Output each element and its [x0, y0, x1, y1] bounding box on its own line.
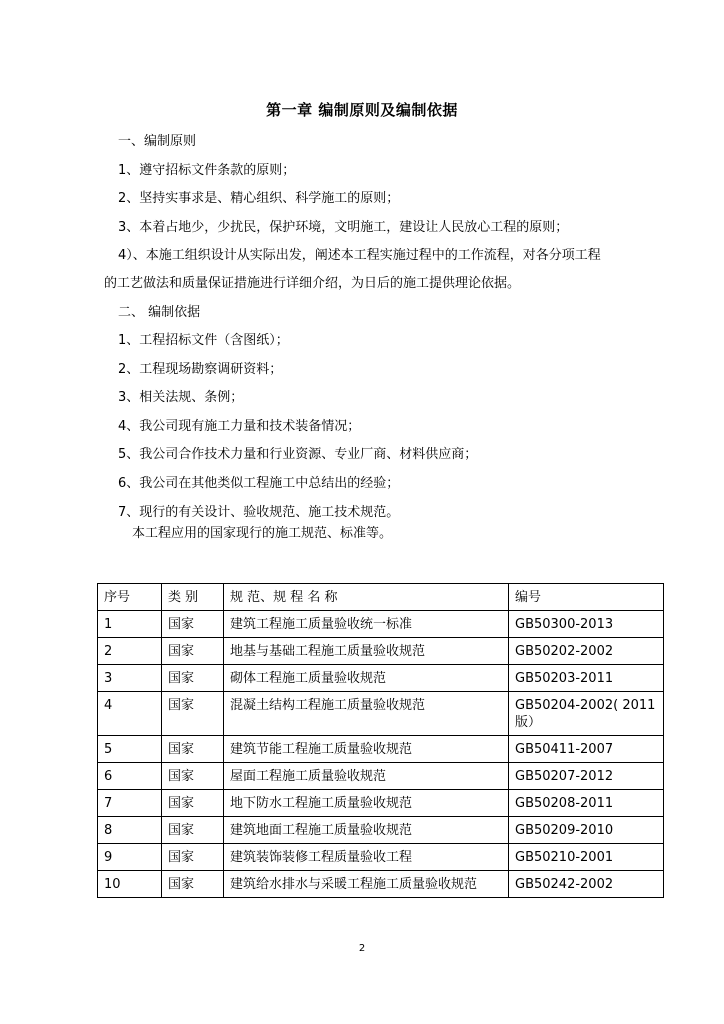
principle-item: 1、遵守招标文件条款的原则； — [118, 163, 296, 178]
cell-standard-name: 建筑装饰装修工程质量验收工程 — [224, 844, 509, 871]
table-row — [98, 844, 664, 871]
table-row — [98, 665, 664, 692]
cell-index: 5 — [98, 736, 162, 763]
cell-standard-name: 建筑给水排水与采暖工程施工质量验收规范 — [224, 871, 509, 898]
table-row — [98, 790, 664, 817]
cell-category: 国家 — [162, 638, 224, 665]
cell-category: 国家 — [162, 611, 224, 638]
basis-item: 2、工程现场勘察调研资料； — [118, 362, 283, 377]
table-row — [98, 611, 664, 638]
cell-standard-name: 建筑工程施工质量验收统一标准 — [224, 611, 509, 638]
standards-note: 本工程应用的国家现行的施工规范、标准等。 — [132, 526, 393, 541]
basis-item: 4、我公司现有施工力量和技术装备情况； — [118, 419, 361, 434]
cell-category: 国家 — [162, 871, 224, 898]
cell-index: 10 — [98, 871, 162, 898]
principle-item: 4）、本施工组织设计从实际出发，阐述本工程实施过程中的工作流程，对各分项工程 — [118, 248, 601, 263]
cell-standard-name: 地基与基础工程施工质量验收规范 — [224, 638, 509, 665]
section-heading-basis: 二、 编制依据 — [118, 305, 201, 320]
cell-category: 国家 — [162, 665, 224, 692]
table-row — [98, 736, 664, 763]
principle-item-continued: 的工艺做法和质量保证措施进行详细介绍，为日后的施工提供理论依据。 — [104, 276, 521, 291]
cell-index: 9 — [98, 844, 162, 871]
cell-category: 国家 — [162, 736, 224, 763]
cell-standard-name: 地下防水工程施工质量验收规范 — [224, 790, 509, 817]
cell-code: GB50210-2001 — [509, 844, 664, 871]
cell-code: GB50209-2010 — [509, 817, 664, 844]
cell-code: GB50202-2002 — [509, 638, 664, 665]
header-code: 编号 — [509, 584, 664, 611]
basis-item: 1、工程招标文件（含图纸）； — [118, 333, 289, 348]
cell-standard-name: 屋面工程施工质量验收规范 — [224, 763, 509, 790]
header-category: 类 别 — [162, 584, 224, 611]
table-row — [98, 817, 664, 844]
principle-item: 2、坚持实事求是、精心组织、科学施工的原则； — [118, 191, 400, 206]
cell-index: 2 — [98, 638, 162, 665]
basis-item: 3、相关法规、条例； — [118, 390, 244, 405]
header-index: 序号 — [98, 584, 162, 611]
basis-item: 5、我公司合作技术力量和行业资源、专业厂商、材料供应商； — [118, 447, 478, 462]
basis-item: 6、我公司在其他类似工程施工中总结出的经验； — [118, 476, 400, 491]
cell-category: 国家 — [162, 763, 224, 790]
basis-item: 7、现行的有关设计、验收规范、施工技术规范。 — [118, 505, 400, 520]
cell-standard-name: 混凝土结构工程施工质量验收规范 — [224, 692, 509, 736]
table-row — [98, 763, 664, 790]
cell-category: 国家 — [162, 790, 224, 817]
standards-table — [97, 583, 664, 898]
cell-index: 6 — [98, 763, 162, 790]
table-row — [98, 692, 664, 736]
header-standard-name: 规 范、规 程 名 称 — [224, 584, 509, 611]
section-heading-principles: 一、编制原则 — [118, 134, 197, 149]
cell-index: 1 — [98, 611, 162, 638]
table-row — [98, 638, 664, 665]
cell-standard-name: 建筑地面工程施工质量验收规范 — [224, 817, 509, 844]
cell-index: 8 — [98, 817, 162, 844]
table-header-row — [98, 584, 664, 611]
cell-code: GB50411-2007 — [509, 736, 664, 763]
cell-standard-name: 建筑节能工程施工质量验收规范 — [224, 736, 509, 763]
page-title: 第一章 编制原则及编制依据 — [266, 101, 458, 119]
cell-category: 国家 — [162, 692, 224, 736]
cell-standard-name: 砌体工程施工质量验收规范 — [224, 665, 509, 692]
cell-code: GB50242-2002 — [509, 871, 664, 898]
cell-code: GB50207-2012 — [509, 763, 664, 790]
cell-category: 国家 — [162, 817, 224, 844]
cell-index: 4 — [98, 692, 162, 736]
table-row — [98, 871, 664, 898]
cell-index: 3 — [98, 665, 162, 692]
cell-index: 7 — [98, 790, 162, 817]
cell-code: GB50208-2011 — [509, 790, 664, 817]
cell-category: 国家 — [162, 844, 224, 871]
page-number: 2 — [358, 943, 366, 954]
cell-code: GB50204-2002( 2011版） — [509, 692, 664, 736]
cell-code: GB50300-2013 — [509, 611, 664, 638]
principle-item: 3、本着占地少，少扰民，保护环境，文明施工，建设让人民放心工程的原则； — [118, 220, 569, 235]
cell-code: GB50203-2011 — [509, 665, 664, 692]
